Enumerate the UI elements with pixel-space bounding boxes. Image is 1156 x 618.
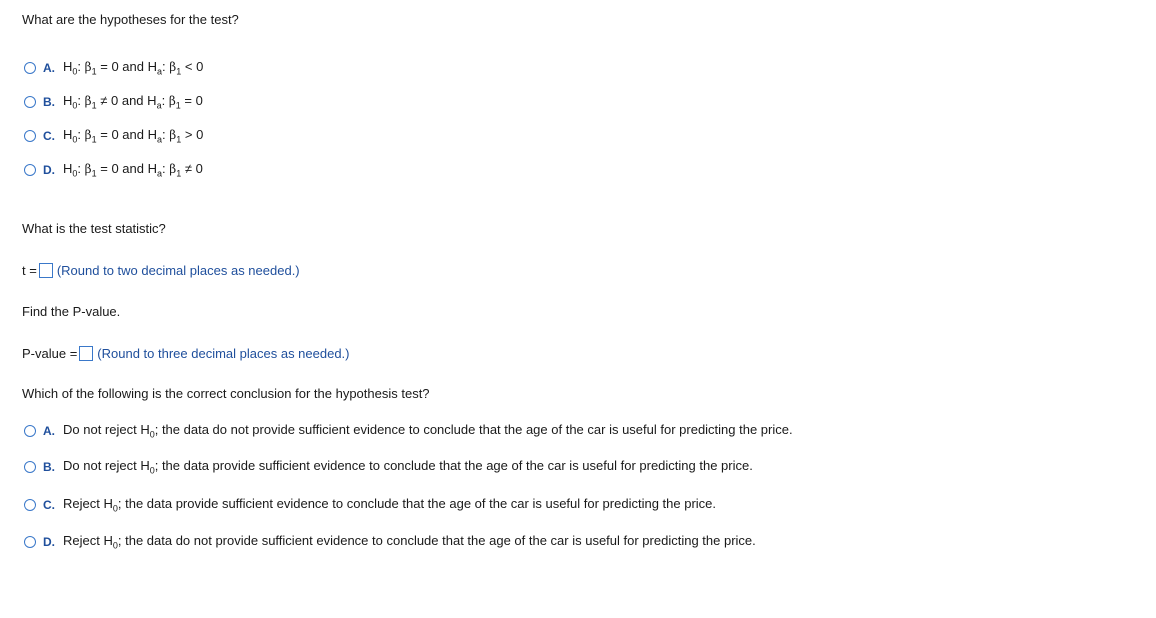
p-value-answer-input[interactable] — [79, 346, 93, 361]
conclusion-option-d[interactable] — [24, 532, 756, 552]
t-label: t = — [22, 262, 37, 278]
option-letter: D. — [43, 163, 55, 177]
conclusion-text: Do not reject $H_0$; the data do not provide sufficient evidence to conclude that the age of the car is useful for predicting the price. — [63, 422, 793, 440]
p-value-question: Find the P-value. — [22, 304, 121, 319]
hypothesis-text: $H_0$: $\beta_1 = 0$ and $H_a$: $\beta_1 < 0$ — [63, 59, 204, 77]
radio-button[interactable] — [24, 536, 36, 548]
option-letter: C. — [43, 129, 55, 143]
radio-button[interactable] — [24, 62, 36, 74]
conclusion-text: Do not reject $H_0$; the data provide sufficient evidence to conclude that the age of the car is useful for predicting the price. — [63, 458, 753, 476]
conclusion-question: Which of the following is the correct conclusion for the hypothesis test? — [22, 386, 430, 401]
radio-button[interactable] — [24, 425, 36, 437]
conclusion-option-a[interactable] — [24, 421, 793, 441]
radio-button[interactable] — [24, 130, 36, 142]
t-answer-input[interactable] — [39, 263, 53, 278]
option-letter: D. — [43, 535, 55, 549]
conclusion-text: Reject $H_0$; the data provide sufficient evidence to conclude that the age of the car is useful for predicting the price. — [63, 496, 717, 514]
option-letter: B. — [43, 95, 55, 109]
hypothesis-option-d[interactable] — [24, 160, 203, 180]
hypothesis-text: $H_0$: $\beta_1 \ne 0$ and $H_a$: $\beta_1 = 0$ — [63, 93, 203, 111]
hypothesis-text: $H_0$: $\beta_1 = 0$ and $H_a$: $\beta_1 > 0$ — [63, 127, 204, 145]
radio-button[interactable] — [24, 96, 36, 108]
test-statistic-row — [22, 260, 300, 280]
hypotheses-question: What are the hypotheses for the test? — [22, 12, 239, 27]
option-letter: B. — [43, 460, 55, 474]
t-rounding-hint: (Round to two decimal places as needed.) — [56, 262, 300, 278]
hypothesis-option-a[interactable] — [24, 58, 203, 78]
p-value-label: P-value = — [22, 345, 78, 361]
conclusion-text: Reject $H_0$; the data do not provide sufficient evidence to conclude that the age of the car is useful for predicting the price. — [63, 533, 756, 551]
conclusion-option-b[interactable] — [24, 457, 753, 477]
conclusion-option-c[interactable] — [24, 495, 716, 515]
hypothesis-option-c[interactable] — [24, 126, 203, 146]
radio-button[interactable] — [24, 164, 36, 176]
radio-button[interactable] — [24, 461, 36, 473]
option-letter: A. — [43, 424, 55, 438]
hypothesis-text: $H_0$: $\beta_1 = 0$ and $H_a$: $\beta_1 \ne 0$ — [63, 161, 203, 179]
p-value-row — [22, 343, 350, 363]
p-value-rounding-hint: (Round to three decimal places as needed.) — [97, 345, 350, 361]
option-letter: A. — [43, 61, 55, 75]
hypothesis-option-b[interactable] — [24, 92, 203, 112]
radio-button[interactable] — [24, 499, 36, 511]
test-statistic-question: What is the test statistic? — [22, 221, 166, 236]
option-letter: C. — [43, 498, 55, 512]
